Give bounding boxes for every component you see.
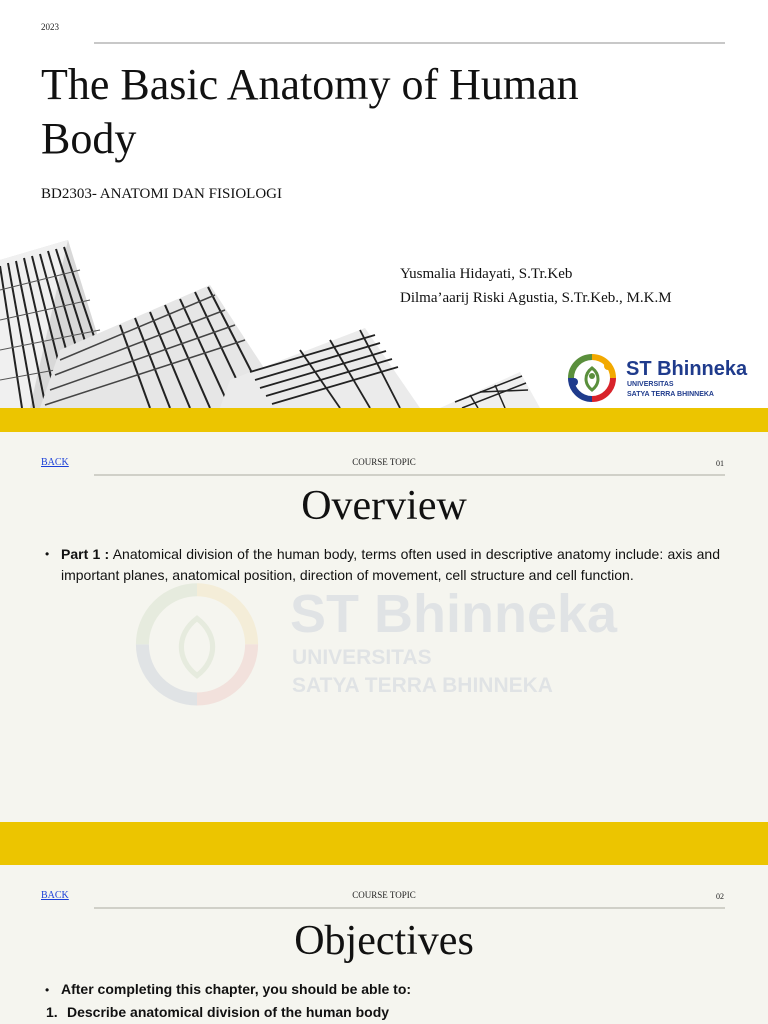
author-2: Dilma’aarij Riski Agustia, S.Tr.Keb., M.K.M (400, 290, 672, 306)
logo-emblem-icon (568, 354, 616, 404)
presentation-title: The Basic Anatomy of Human Body (41, 60, 579, 163)
author-1: Yusmalia Hidayati, S.Tr.Keb (400, 266, 573, 282)
logo-line-1: UNIVERSITAS (627, 381, 674, 388)
university-logo (568, 354, 758, 406)
slide-title: Objectives (294, 918, 474, 964)
page-number: 02 (716, 892, 724, 901)
header-rule (94, 907, 725, 909)
logo-watermark (132, 582, 652, 722)
logo-name: ST Bhinneka (626, 358, 748, 380)
objective-number: 1. (46, 1004, 58, 1020)
watermark-line-2: SATYA TERRA BHINNEKA (292, 674, 553, 697)
watermark-line-1: UNIVERSITAS (292, 646, 432, 669)
part-description: Anatomical division of the human body, terms often used in descriptive anatomy include: axis and important planes, anatomical position, direction of movement, cell structure and cell function. (61, 546, 721, 583)
logo-line-2: SATYA TERRA BHINNEKA (627, 391, 714, 398)
header-rule (94, 474, 725, 476)
buildings-image (0, 230, 560, 408)
slide-separator (0, 822, 768, 865)
watermark-name: ST Bhinneka (290, 584, 618, 644)
overview-paragraph (61, 544, 720, 586)
back-link[interactable]: BACK (41, 890, 69, 901)
title-slide (0, 0, 768, 408)
watermark-emblem-icon (132, 582, 262, 712)
course-code: BD2303- ANATOMI DAN FISIOLOGI (41, 186, 282, 202)
bullet-marker: • (45, 983, 50, 997)
overview-slide (0, 432, 768, 822)
slide-title: Overview (301, 483, 467, 529)
bullet-marker: • (45, 547, 50, 561)
objective-item: Describe anatomical division of the human body (67, 1004, 390, 1020)
header-rule (94, 42, 725, 44)
part-label: Part 1 : (61, 546, 110, 562)
course-topic-label: COURSE TOPIC (352, 890, 416, 900)
objectives-slide (0, 865, 768, 1024)
objectives-intro: After completing this chapter, you should be able to: (61, 981, 412, 997)
slide-year: 2023 (41, 22, 59, 32)
slide-separator (0, 408, 768, 432)
back-link[interactable]: BACK (41, 457, 69, 468)
course-topic-label: COURSE TOPIC (352, 457, 416, 467)
page-number: 01 (716, 459, 724, 468)
